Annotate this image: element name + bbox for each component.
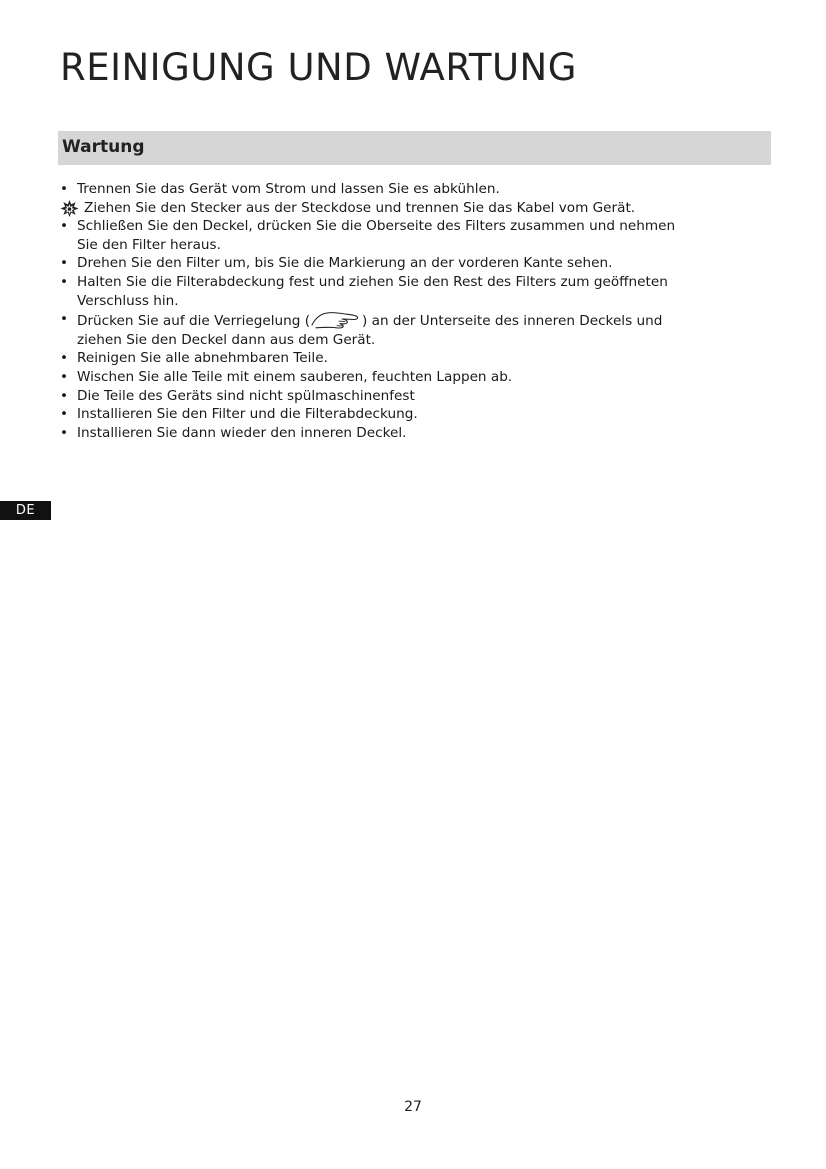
list-item: [60, 273, 780, 310]
step-text: Schließen Sie den Deckel, drücken Sie die Oberseite des Filters zusammen und nehmen: [77, 218, 676, 235]
step-text: Halten Sie die Filterabdeckung fest und ziehen Sie den Rest des Filters zum geöffneten: [77, 273, 668, 290]
step-text: Ziehen Sie den Stecker aus der Steckdose und trennen Sie das Kabel vom Gerät.: [84, 199, 636, 216]
step-text: ) an der Unterseite des inneren Deckels und: [362, 313, 663, 330]
list-item: [60, 424, 780, 443]
step-text: Trennen Sie das Gerät vom Strom und lassen Sie es abkühlen.: [77, 181, 500, 197]
list-item: [60, 368, 780, 387]
warning-star-icon: [60, 200, 79, 217]
bullet-marker: •: [60, 387, 69, 404]
bullet-marker: •: [60, 350, 69, 367]
bullet-marker: •: [60, 273, 69, 290]
step-text: Reinigen Sie alle abnehmbaren Teile.: [77, 350, 328, 367]
list-item: [60, 349, 780, 368]
warning-item: [60, 199, 780, 218]
instruction-list: [60, 180, 780, 442]
step-text: Die Teile des Geräts sind nicht spülmaschinenfest: [77, 387, 415, 404]
bullet-marker: •: [60, 311, 69, 328]
list-item: [60, 387, 780, 406]
step-text: Wischen Sie alle Teile mit einem sauberen, feuchten Lappen ab.: [77, 368, 513, 385]
step-text: Installieren Sie den Filter und die Filterabdeckung.: [77, 406, 418, 423]
section-header-bar: [58, 131, 771, 165]
section-title: Wartung: [62, 137, 145, 157]
language-tab: DE: [0, 501, 51, 520]
pointing-hand-icon: [310, 310, 362, 330]
list-item: [60, 254, 780, 273]
list-item: [60, 180, 780, 199]
bullet-marker: •: [60, 255, 69, 272]
step-text: Sie den Filter heraus.: [77, 236, 221, 253]
step-text: Verschluss hin.: [77, 292, 179, 309]
bullet-marker: •: [60, 368, 69, 385]
list-item: [60, 310, 780, 349]
step-text: Drücken Sie auf die Verriegelung (: [77, 313, 311, 330]
bullet-marker: •: [60, 424, 69, 441]
page-title: REINIGUNG UND WARTUNG: [60, 46, 577, 89]
list-item: [60, 217, 780, 254]
list-item: [60, 405, 780, 424]
bullet-marker: •: [60, 181, 69, 197]
step-text: Drehen Sie den Filter um, bis Sie die Markierung an der vorderen Kante sehen.: [77, 255, 613, 272]
step-text: ziehen Sie den Deckel dann aus dem Gerät.: [77, 331, 376, 348]
page-number: 27: [404, 1099, 422, 1115]
step-text: Installieren Sie dann wieder den inneren Deckel.: [77, 424, 407, 441]
bullet-marker: •: [60, 218, 69, 235]
bullet-marker: •: [60, 406, 69, 423]
